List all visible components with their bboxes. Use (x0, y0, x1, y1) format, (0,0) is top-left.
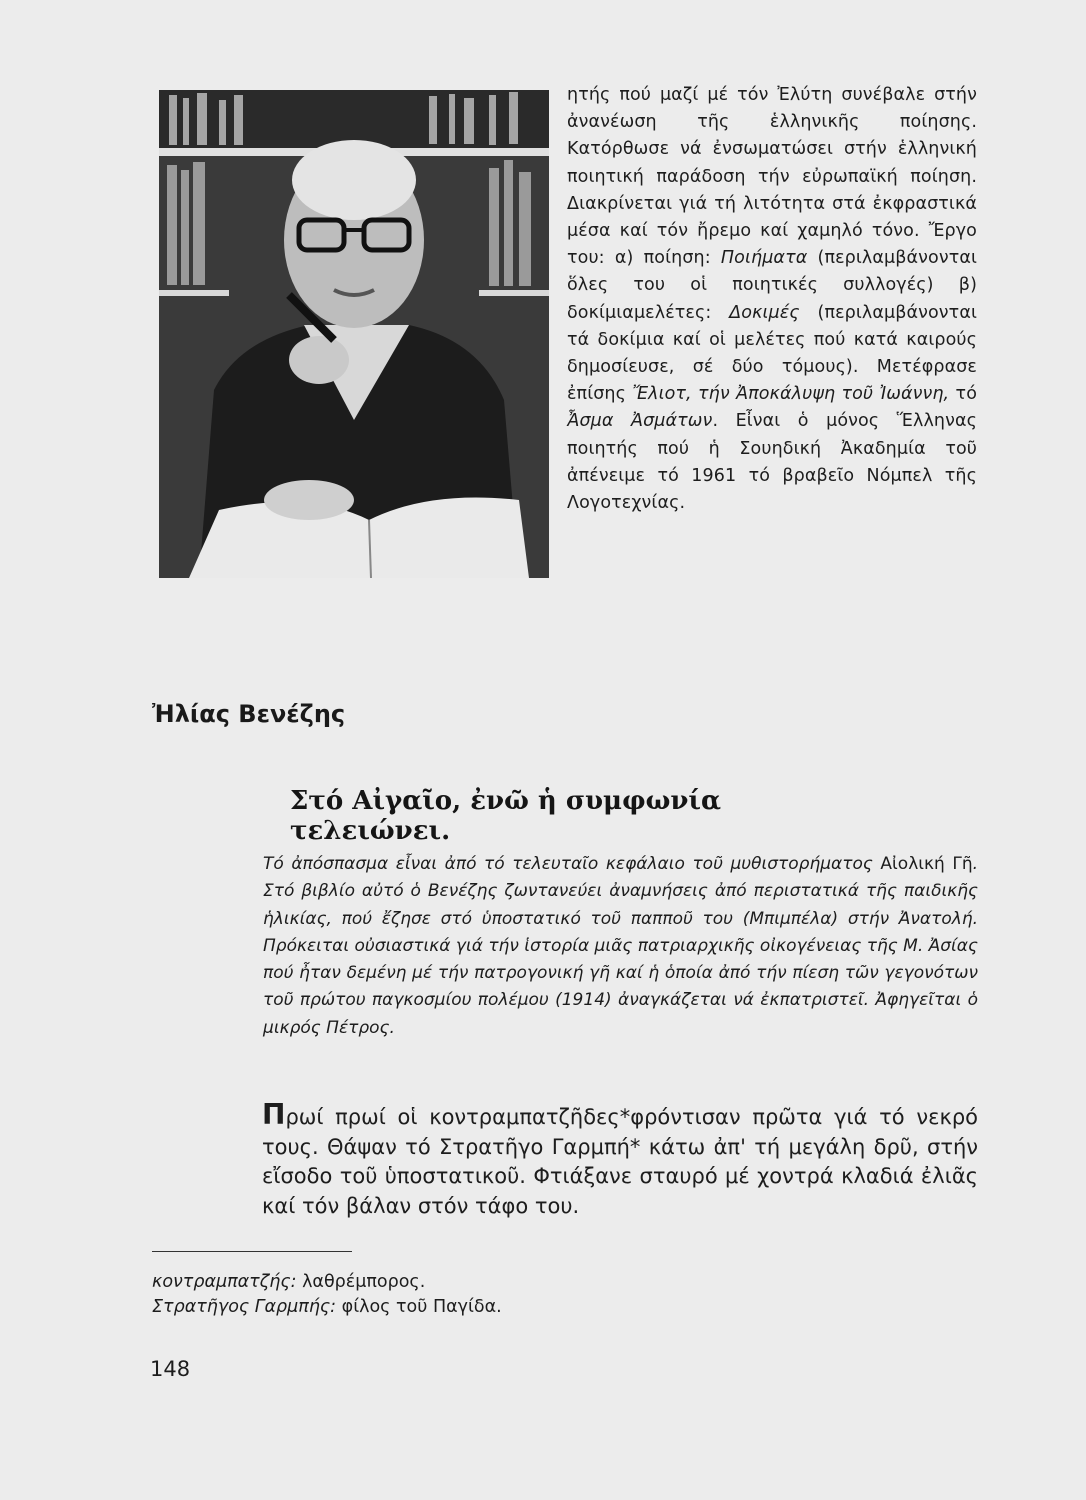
drop-cap: Π (262, 1098, 286, 1131)
work-title: Ἆσμα Ἀσμάτων (567, 411, 713, 432)
excerpt-title: Στό Αἰγαῖο, ἐνῶ ἡ συμφωνία τελειώνει. (290, 786, 721, 846)
excerpt-introduction (263, 851, 978, 1042)
footnote (152, 1295, 852, 1320)
body-paragraph: Πρωί πρωί οἱ κοντραμπατζῆδες*φρόντισαν πρῶτα γιά τό νεκρό τους. Θάψαν τό Στρατῆγο Γαρμπή* κάτω ἀπ' τή μεγάλη δρῦ, στήν εἴσοδο τοῦ ὑποστατικοῦ. Φτιάξανε σταυρό μέ χοντρά κλαδιά ἐλιᾶς καί τόν βάλαν στόν τάφο του. (262, 1098, 978, 1218)
book-title: Αἰολική Γῆ (880, 854, 973, 874)
footnote-definition: φίλος τοῦ Παγίδα. (336, 1297, 502, 1317)
bio-paragraph: ητής πού μαζί μέ τόν Ἐλύτη συνέβαλε στήν ἀνανέωση τῆς ἑλληνικῆς ποίησης. Κατόρθωσε νά ἐνσωματώσει στήν ἑλληνική ποιητική παράδοση τήν εὐρωπαϊκή ποίηση. Διακρίνεται γιά τή λιτότητα στά ἐκφραστικά μέσα καί τόν ἤρεμο καί χαμηλό τόνο. Ἔργο του: α) ποίηση: Ποιήματα (περιλαμβάνονται ὅλες του οἱ ποιητικές συλλογές) β) δοκίμιαμελέτες: Δοκιμές (περιλαμβάνονται τά δοκίμια καί οἱ μελέτες πού κατά καιρούς δημοσίευσε, σέ δύο τόμους). Μετέφρασε ἐπίσης Ἔλιοτ, τήν Ἀποκάλυψη τοῦ Ἰωάννη, τό Ἆσμα Ἀσμάτων. Εἶναι ὁ μόνος Ἕλληνας ποιητής πού ἡ Σουηδική Ἀκαδημία τοῦ ἀπένειμε τό 1961 τό βραβεῖο Νόμπελ τῆς Λογοτεχνίας. (567, 85, 978, 514)
author-name-heading: Ἠλίας Βενέζης (152, 700, 346, 728)
footnotes (152, 1270, 852, 1320)
intro-paragraph: Τό ἀπόσπασμα εἶναι ἀπό τό τελευταῖο κεφάλαιο τοῦ μυθιστορήματος Αἰολική Γῆ. Στό βιβλίο αὐτό ὁ Βενέζης ζωντανεύει ἀναμνήσεις ἀπό περιστατικά τῆς παιδικῆς ἡλικίας, πού ἔζησε στό ὑποστατικό τοῦ παπποῦ του (Μπιμπέλα) στήν Ἀνατολή. Πρόκειται οὐσιαστικά γιά τήν ἱστορία μιᾶς πατριαρχικῆς οἰκογένειας τῆς Μ. Ἀσίας πού ἦταν δεμένη μέ τήν πατρογονική γῆ καί ἡ ὁποία ἀπό τήν πίεση τῶν γεγονότων τοῦ πρώτου παγκοσμίου πολέμου (1914) ἀναγκάζεται νά ἐκπατριστεῖ. Ἀφηγεῖται ὁ μικρός Πέτρος. (263, 854, 979, 1038)
author-portrait-photo (159, 90, 549, 578)
footnote (152, 1270, 852, 1295)
excerpt-body (262, 1100, 978, 1221)
footnote-term: κοντραμπατζής: (152, 1272, 297, 1292)
page-number: 148 (150, 1357, 191, 1381)
work-title: Ἔλιοτ, τήν Ἀποκάλυψη τοῦ Ἰωάννη, (632, 384, 950, 405)
work-title: Ποιήματα (720, 248, 808, 269)
footnote-term: Στρατῆγος Γαρμπής: (152, 1297, 337, 1317)
footnote-definition: λαθρέμπορος. (296, 1272, 426, 1292)
author-bio (567, 82, 977, 517)
work-title: Δοκιμές (729, 302, 800, 323)
footnote-divider (152, 1251, 352, 1252)
